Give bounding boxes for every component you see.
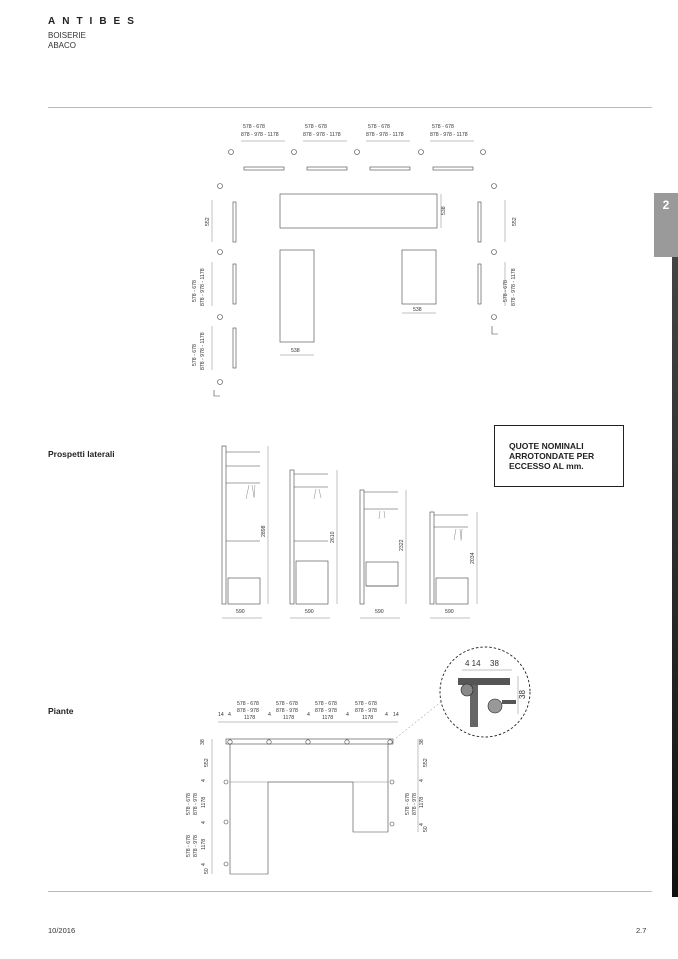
plan-dim-1c: 1178 (244, 715, 256, 721)
top-dim-group-4 (430, 124, 474, 141)
plan-right-4b: 4 (419, 823, 425, 826)
plan-right-dim-b: 878 - 978 (412, 793, 418, 815)
elevation-2034 (430, 512, 477, 618)
brand-subtitle-2: ABACO (48, 41, 77, 50)
left-dim-2a: 578 - 678 (192, 280, 198, 302)
right-dim-2b: 878 - 978 - 1178 (511, 268, 517, 306)
plan-dim-4a: 578 - 678 (355, 701, 377, 707)
left-dim-2b: 878 - 978 - 1178 (200, 268, 206, 306)
brand-title: ANTIBES (48, 16, 141, 27)
top-dim-group-3 (366, 124, 410, 141)
plan-dim-4-b: 4 (268, 712, 271, 718)
plan-dim-4c: 1178 (362, 715, 374, 721)
top-dim-4a: 578 - 678 (432, 124, 454, 130)
depth-590-4: 590 (445, 609, 454, 615)
plan-left-dim-c2: 1178 (201, 838, 207, 850)
plan-left-dim-b2: 878 - 978 (193, 835, 199, 857)
bench-top-view (280, 194, 437, 228)
plan-left-dim-c1: 1178 (201, 796, 207, 808)
top-dim-2b: 878 - 978 - 1178 (303, 132, 341, 138)
plan-dim-2c: 1178 (283, 715, 295, 721)
plan-dim-2a: 578 - 678 (276, 701, 298, 707)
top-dim-3a: 578 - 678 (368, 124, 390, 130)
plan-dim-4-e: 4 (385, 712, 388, 718)
plan-dim-4-c: 4 (307, 712, 310, 718)
plan-left-dim-a1: 578 - 678 (186, 793, 192, 815)
elevation-2322 (360, 490, 406, 618)
right-unit-top-view (402, 250, 436, 304)
top-dim-group-1 (241, 124, 285, 141)
top-dim-3b: 878 - 978 - 1178 (366, 132, 404, 138)
depth-590-3: 590 (375, 609, 384, 615)
plan-dim-3a: 578 - 678 (315, 701, 337, 707)
height-2322: 2322 (399, 539, 405, 551)
plan-dim-4-d: 4 (346, 712, 349, 718)
plan-left-50: 50 (204, 868, 210, 874)
detail-dim-38-top: 38 (490, 659, 499, 668)
plan-left-38: 38 (200, 739, 206, 745)
depth-590-2: 590 (305, 609, 314, 615)
height-2898: 2898 (261, 525, 267, 537)
elevation-2610 (290, 470, 337, 618)
top-dim-2a: 578 - 678 (305, 124, 327, 130)
left-dim-3b: 878 - 978 - 1178 (200, 332, 206, 370)
plan-left-552: 552 (204, 758, 210, 767)
top-module-diagram (192, 124, 518, 396)
right-dim-552: 552 (512, 217, 518, 226)
top-dim-4b: 878 - 978 - 1178 (430, 132, 468, 138)
plan-left-4b: 4 (201, 821, 207, 824)
plan-right-38: 38 (419, 739, 425, 745)
plan-dim-14-left: 14 (218, 712, 224, 718)
left-unit-depth-538: 538 (291, 348, 300, 354)
plan-right-dim-a: 578 - 678 (405, 793, 411, 815)
left-dim-3a: 578 - 678 (192, 344, 198, 366)
side-elevations (222, 446, 477, 618)
plan-right-552: 552 (423, 758, 429, 767)
left-unit-top-view (280, 250, 314, 342)
plan-right-50: 50 (423, 826, 429, 832)
elevation-2898 (222, 446, 268, 618)
top-dim-1b: 878 - 978 - 1178 (241, 132, 279, 138)
bench-depth-538: 538 (441, 206, 447, 215)
plan-left-4a: 4 (201, 779, 207, 782)
plan-left-dim-a2: 578 - 678 (186, 835, 192, 857)
top-dim-1a: 578 - 678 (243, 124, 265, 130)
section-prospetti-laterali: Prospetti laterali (48, 449, 115, 459)
detail-dim-4-14: 4 14 (465, 659, 481, 668)
left-dim-552: 552 (205, 217, 211, 226)
plan-right-4a: 4 (419, 779, 425, 782)
plan-dim-1b: 878 - 978 (237, 708, 259, 714)
plan-dim-2b: 878 - 978 (276, 708, 298, 714)
plan-left-dim-b1: 878 - 978 (193, 793, 199, 815)
note-line-1: QUOTE NOMINALI (509, 441, 584, 451)
plan-dim-4b: 878 - 978 (355, 708, 377, 714)
plan-dim-4-a: 4 (228, 712, 231, 718)
note-line-2: ARROTONDATE PER (509, 451, 595, 461)
height-2610: 2610 (330, 531, 336, 543)
brand-subtitle-1: BOISERIE (48, 31, 86, 40)
section-piante: Piante (48, 706, 74, 716)
height-2034: 2034 (470, 552, 476, 564)
plan-dim-14-right: 14 (393, 712, 399, 718)
footer-page-number: 2.7 (636, 926, 647, 935)
plan-right-dim-c: 1178 (419, 796, 425, 808)
detail-dim-38-side: 38 (518, 690, 527, 699)
chapter-number: 2 (662, 198, 670, 212)
top-dim-group-2 (303, 124, 347, 141)
right-dim-2a: 578 - 678 (503, 280, 509, 302)
detail-circle (440, 647, 530, 737)
plan-view (186, 647, 530, 874)
plan-left-4c: 4 (201, 863, 207, 866)
plan-dim-3c: 1178 (322, 715, 334, 721)
plan-dim-3b: 878 - 978 (315, 708, 337, 714)
plan-dim-1a: 578 - 678 (237, 701, 259, 707)
footer-date: 10/2016 (48, 926, 76, 935)
note-line-3: ECCESSO AL mm. (509, 461, 584, 471)
depth-590-1: 590 (236, 609, 245, 615)
right-unit-depth-538: 538 (413, 307, 422, 313)
